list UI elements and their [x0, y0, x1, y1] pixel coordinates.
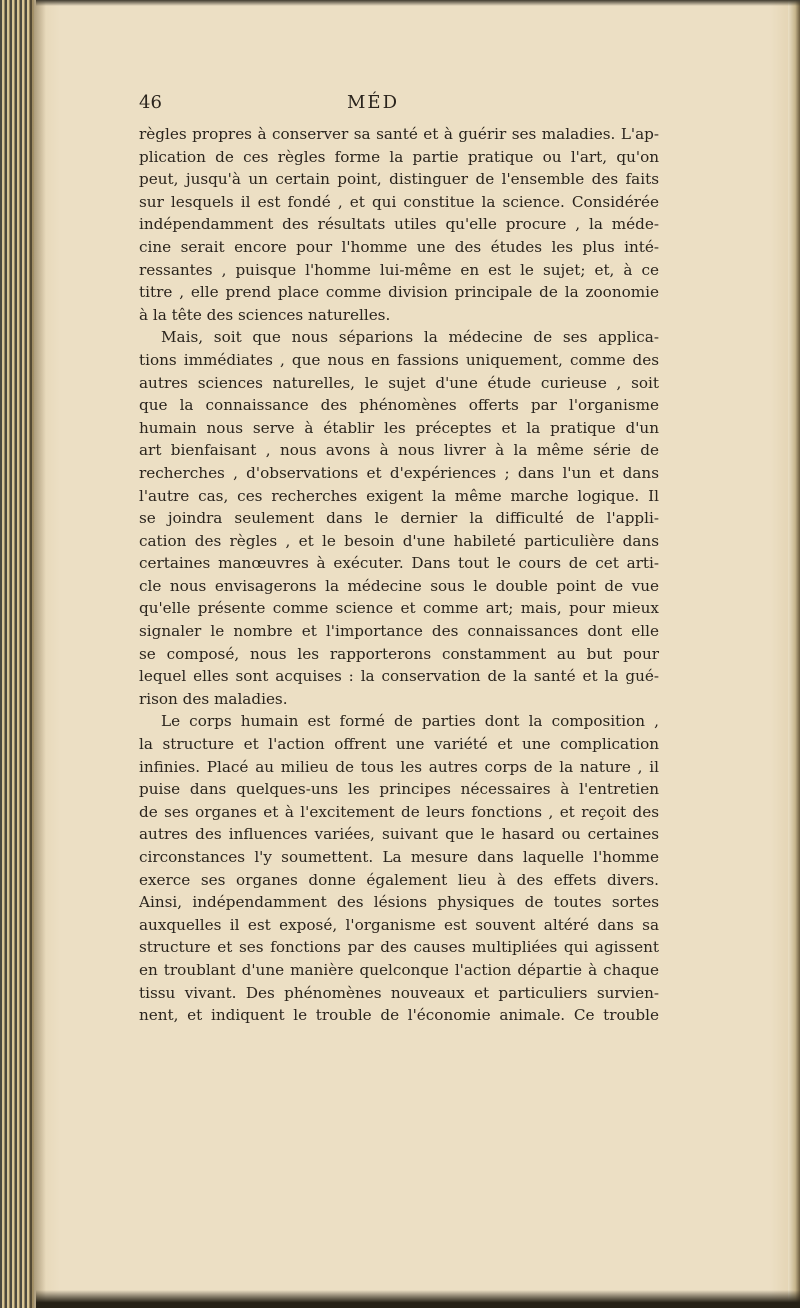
text-line: de ses organes et à l'excitement de leurs fonctions , et reçoit des	[139, 802, 659, 821]
text-line: tissu vivant. Des phénomènes nouveaux et particuliers survien-	[139, 983, 659, 1002]
text-line: puise dans quelques-uns les principes nécessaires à l'entretien	[139, 780, 659, 799]
text-line: l'autre cas, ces recherches exigent la même marche logique. Il	[139, 486, 659, 505]
page-fore-edge	[788, 0, 800, 1308]
text-line: nent, et indiquent le trouble de l'économie animale. Ce trouble	[139, 1006, 659, 1025]
text-line: cle nous envisagerons la médecine sous le double point de vue	[139, 576, 659, 595]
top-edge-shadow	[36, 0, 800, 6]
text-line: signaler le nombre et l'importance des connaissances dont elle	[139, 622, 659, 641]
text-line: indépendamment des résultats utiles qu'elle procure , la méde-	[139, 215, 659, 234]
text-line: ressantes , puisque l'homme lui-même en est le sujet; et, à ce	[139, 260, 659, 279]
book-binding-edge	[0, 0, 34, 1308]
text-line: sur lesquels il est fondé , et qui constitue la science. Considérée	[139, 192, 659, 211]
text-line: certaines manœuvres à exécuter. Dans tout le cours de cet arti-	[139, 554, 659, 573]
text-line: circonstances l'y soumettent. La mesure dans laquelle l'homme	[139, 848, 659, 866]
text-line: lequel elles sont acquises : la conservation de la santé et la gué-	[139, 667, 659, 686]
text-line: plication de ces règles forme la partie pratique ou l'art, qu'on	[139, 147, 659, 166]
gutter-shadow	[30, 0, 46, 1308]
text-line: autres des influences variées, suivant que le hasard ou certaines	[139, 825, 659, 844]
text-line: cation des règles , et le besoin d'une habileté particulière dans	[139, 531, 659, 550]
text-line: Ainsi, indépendamment des lésions physiques de toutes sortes	[139, 893, 659, 912]
text-line: titre , elle prend place comme division principale de la zoonomie	[139, 283, 659, 302]
text-line: la structure et l'action offrent une variété et une complication	[139, 735, 659, 754]
text-line: tions immédiates , que nous en fassions uniquement, comme des	[139, 350, 659, 369]
text-line: qu'elle présente comme science et comme art; mais, pour mieux	[139, 599, 659, 618]
page-number: 46	[139, 92, 162, 113]
text-line: se composé, nous les rapporterons constamment au but pour	[139, 644, 659, 663]
text-line: à la tête des sciences naturelles.	[139, 305, 391, 324]
text-line: Mais, soit que nous séparions la médecine de ses applica-	[161, 328, 659, 347]
text-line: que la connaissance des phénomènes offerts par l'organisme	[139, 396, 659, 415]
text-line: art bienfaisant , nous avons à nous livrer à la même série de	[139, 441, 659, 460]
text-line: se joindra seulement dans le dernier la difficulté de l'appli-	[139, 509, 659, 528]
text-line: rison des maladies.	[139, 689, 288, 708]
text-line: humain nous serve à établir les préceptes et la pratique d'un	[139, 418, 659, 437]
text-line: cine serait encore pour l'homme une des études les plus inté-	[139, 237, 659, 256]
text-line: en troublant d'une manière quelconque l'action départie à chaque	[139, 960, 659, 979]
text-line: exerce ses organes donne également lieu à des effets divers.	[139, 870, 659, 889]
text-line: recherches , d'observations et d'expériences ; dans l'un et dans	[139, 463, 659, 482]
page-header	[139, 92, 659, 122]
text-line: règles propres à conserver sa santé et à guérir ses maladies. L'ap-	[139, 125, 659, 143]
body-text	[139, 123, 659, 1027]
text-line: autres sciences naturelles, le sujet d'une étude curieuse , soit	[139, 373, 659, 392]
text-line: Le corps humain est formé de parties dont la composition ,	[161, 712, 659, 731]
text-line: auxquelles il est exposé, l'organisme est souvent altéré dans sa	[139, 915, 659, 934]
text-line: peut, jusqu'à un certain point, distinguer de l'ensemble des faits	[139, 170, 659, 189]
bottom-edge-shadow	[36, 1290, 800, 1308]
text-line: structure et ses fonctions par des causes multipliées qui agissent	[139, 938, 659, 957]
running-title: MÉD	[347, 92, 400, 113]
text-line: infinies. Placé au milieu de tous les autres corps de la nature , il	[139, 757, 659, 776]
